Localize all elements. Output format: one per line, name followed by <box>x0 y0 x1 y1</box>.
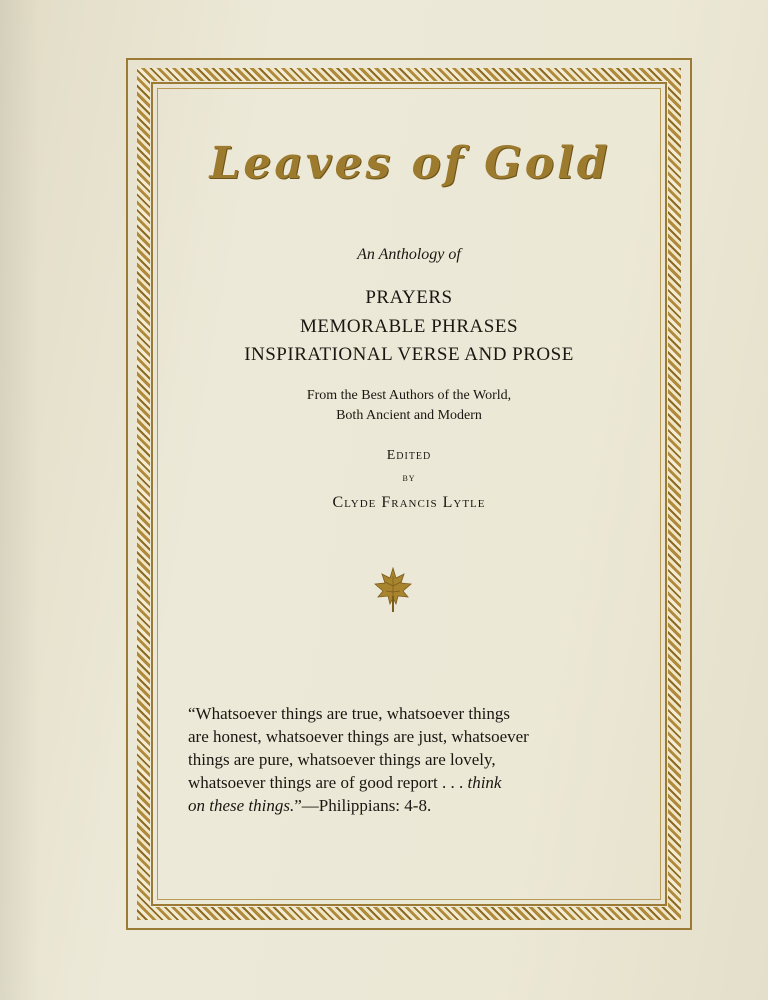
quote-line-1: “Whatsoever things are true, whatsoever things <box>188 704 510 723</box>
edited-label: Edited <box>386 448 432 463</box>
editor-name: Clyde Francis Lytle <box>332 494 486 511</box>
scripture-quote <box>188 702 618 817</box>
quote-line-4 <box>188 771 618 794</box>
quote-line-2: are honest, whatsoever things are just, whatsoever <box>188 727 529 746</box>
source-line-1: From the Best Authors of the World, <box>306 388 512 403</box>
source-line-2: Both Ancient and Modern <box>336 408 482 423</box>
contents-item-prayers: PRAYERS <box>365 287 453 308</box>
contents-item-phrases: MEMORABLE PHRASES <box>299 316 519 337</box>
contents-item-verse-prose: INSPIRATIONAL VERSE AND PROSE <box>244 344 574 365</box>
quote-attribution: ”—Philippians: 4-8. <box>294 796 432 815</box>
quote-line-4-text: whatsoever things are of good report . . . <box>188 773 468 792</box>
book-title: Leaves of Gold <box>209 138 611 189</box>
quote-line-5-italic: on these things. <box>188 796 295 815</box>
quote-line-3: things are pure, whatsoever things are lovely, <box>188 750 496 769</box>
gold-leaf-icon <box>373 566 413 614</box>
page-spine-shadow <box>0 0 40 1000</box>
quote-line-4-italic: think <box>467 773 502 792</box>
quote-line-5 <box>188 794 618 817</box>
by-label: by <box>402 472 416 484</box>
anthology-line: An Anthology of <box>357 246 461 263</box>
